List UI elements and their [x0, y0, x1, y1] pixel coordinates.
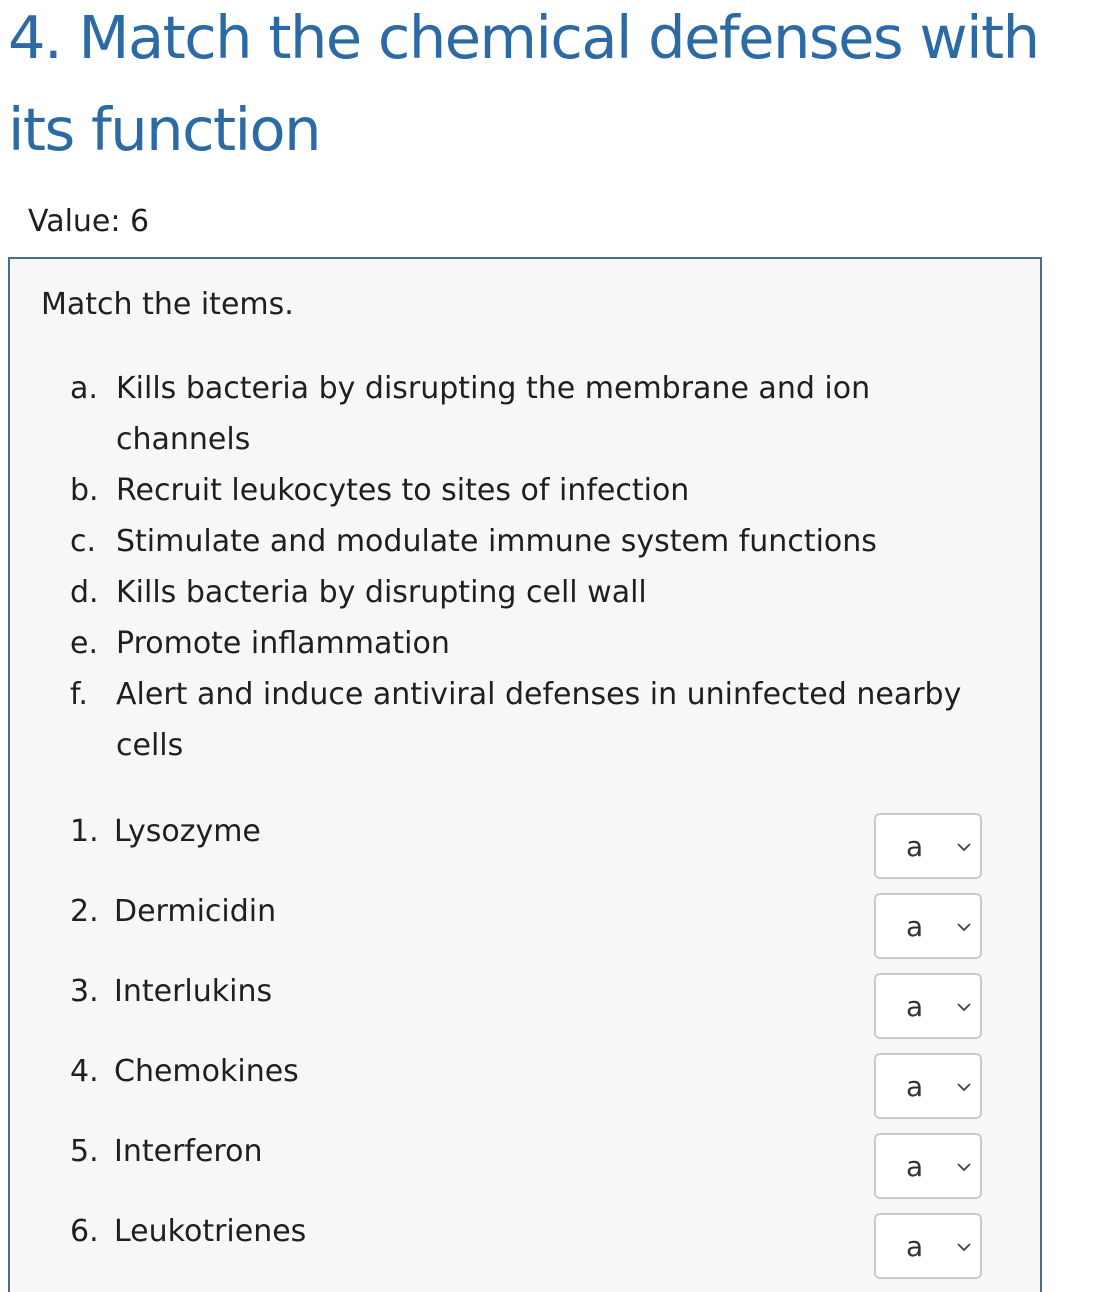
choice-letter: d.	[70, 575, 99, 610]
match-number: 6.	[70, 1214, 99, 1249]
match-term: Chemokines	[114, 1054, 299, 1089]
match-label	[70, 1052, 299, 1092]
match-term: Leukotrienes	[114, 1214, 307, 1249]
match-select-6[interactable]	[874, 1213, 982, 1279]
match-term: Lysozyme	[114, 814, 261, 849]
choice-item-c	[70, 516, 970, 567]
choice-list	[70, 363, 970, 771]
match-number: 3.	[70, 974, 99, 1009]
choice-item-f	[70, 669, 970, 771]
match-term: Dermicidin	[114, 894, 277, 929]
choice-item-a	[70, 363, 970, 465]
choice-item-b	[70, 465, 970, 516]
chevron-down-icon	[956, 1001, 972, 1013]
choice-text: Promote inflammation	[116, 626, 450, 661]
match-row-4	[70, 1047, 990, 1127]
select-value: a	[906, 1230, 924, 1263]
question-title: 4. Match the chemical defenses with its function	[8, 3, 1039, 164]
choice-text: Kills bacteria by disrupting the membrane and ion channels	[116, 371, 871, 457]
chevron-down-icon	[956, 921, 972, 933]
select-value: a	[906, 1150, 924, 1183]
choice-item-e	[70, 618, 970, 669]
match-select-2[interactable]	[874, 893, 982, 959]
match-row-1	[70, 807, 990, 887]
choice-text: Alert and induce antiviral defenses in uninfected nearby cells	[116, 677, 962, 763]
chevron-down-icon	[956, 1081, 972, 1093]
match-number: 4.	[70, 1054, 99, 1089]
choice-text: Stimulate and modulate immune system functions	[116, 524, 877, 559]
match-label	[70, 972, 272, 1012]
match-select-5[interactable]	[874, 1133, 982, 1199]
match-number: 2.	[70, 894, 99, 929]
match-row-5	[70, 1127, 990, 1207]
question-value: Value: 6	[28, 204, 150, 239]
choice-item-d	[70, 567, 970, 618]
choice-text: Kills bacteria by disrupting cell wall	[116, 575, 647, 610]
select-value: a	[906, 830, 924, 863]
chevron-down-icon	[956, 1161, 972, 1173]
match-label	[70, 812, 261, 852]
match-number: 5.	[70, 1134, 99, 1169]
match-term: Interlukins	[114, 974, 273, 1009]
match-label	[70, 1132, 262, 1172]
match-select-1[interactable]	[874, 813, 982, 879]
match-label	[70, 1212, 306, 1252]
choice-letter: b.	[70, 473, 99, 508]
instructions: Match the items.	[41, 287, 294, 322]
choice-letter: f.	[70, 677, 88, 712]
match-term: Interferon	[114, 1134, 263, 1169]
select-value: a	[906, 1070, 924, 1103]
chevron-down-icon	[956, 841, 972, 853]
match-select-3[interactable]	[874, 973, 982, 1039]
select-value: a	[906, 910, 924, 943]
match-label	[70, 892, 276, 932]
choice-letter: e.	[70, 626, 98, 661]
choice-text: Recruit leukocytes to sites of infection	[116, 473, 690, 508]
match-row-6	[70, 1207, 990, 1287]
choice-letter: c.	[70, 524, 97, 559]
chevron-down-icon	[956, 1241, 972, 1253]
match-list	[70, 807, 990, 1287]
match-number: 1.	[70, 814, 99, 849]
matching-panel	[8, 257, 1042, 1292]
match-row-2	[70, 887, 990, 967]
match-row-3	[70, 967, 990, 1047]
match-select-4[interactable]	[874, 1053, 982, 1119]
choice-letter: a.	[70, 371, 98, 406]
select-value: a	[906, 990, 924, 1023]
